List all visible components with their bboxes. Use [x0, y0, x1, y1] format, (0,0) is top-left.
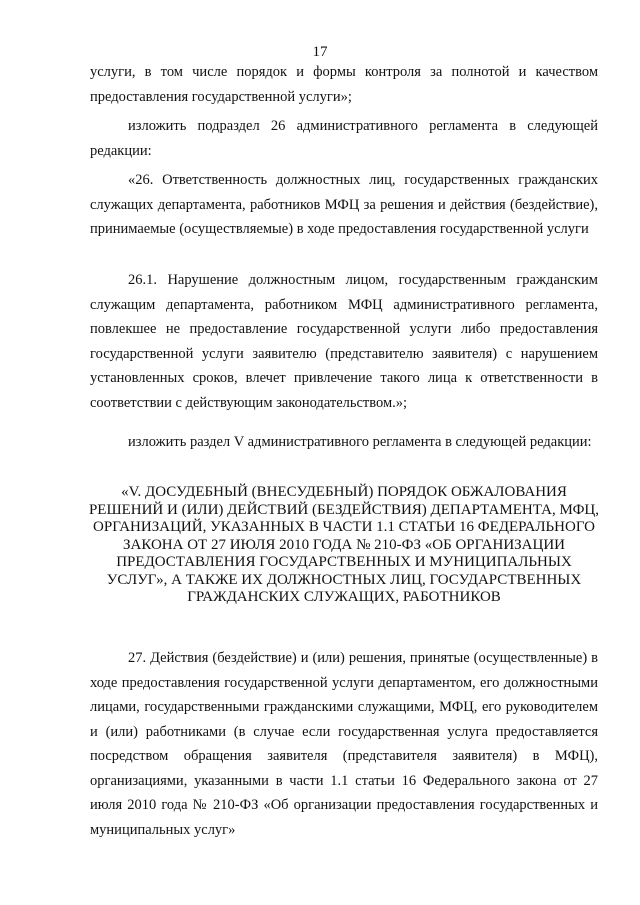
- page-number: 17: [312, 44, 328, 60]
- paragraph-26-title: «26. Ответственность должностных лиц, государственных гражданских служащих департамента, работников МФЦ за решения и действия (бездействие), принимаемые (осуществляемые) в ходе предоставления государственной услуги: [90, 172, 598, 237]
- paragraph-27: 27. Действия (бездействие) и (или) решения, принятые (осуществленные) в ходе предоставления государственной услуги департаментом, его должностными лицами, государственными гражданскими служащими, МФЦ, его руководителем и (или) работниками (в случае если государственная услуга предоставляется посредством обращения заявителя (представителя заявителя) в МФЦ), организациями, указанными в части 1.1 статьи 16 Федерального закона от 27 июля 2010 года № 210-ФЗ «Об организации предоставления государственных и муниципальных услуг»: [90, 650, 598, 838]
- paragraph-continuation: услуги, в том числе порядок и формы контроля за полнотой и качеством предоставления государственной услуги»;: [90, 64, 598, 105]
- paragraph-amend-v: изложить раздел V административного регламента в следующей редакции:: [128, 434, 592, 450]
- paragraph-amend-26: изложить подраздел 26 административного регламента в следующей редакции:: [90, 118, 598, 159]
- paragraph-26-1: 26.1. Нарушение должностным лицом, государственным гражданским служащим департамента, работником МФЦ административного регламента, повлекшее не предоставление государственной услуги либо предоставления государственной услуги заявителю (представителю заявителя) с нарушением установленных сроков, влечет привлечение такого лица к ответственности в соответствии с действующим законодательством.»;: [90, 272, 598, 411]
- section-heading: «V. ДОСУДЕБНЫЙ (ВНЕСУДЕБНЫЙ) ПОРЯДОК ОБЖАЛОВАНИЯ РЕШЕНИЙ И (ИЛИ) ДЕЙСТВИЙ (БЕЗДЕЙСТВИЯ) ДЕПАРТАМЕНТА, МФЦ, ОРГАНИЗАЦИЙ, УКАЗАННЫХ В ЧАСТИ 1.1 СТАТЬИ 16 ФЕДЕРАЛЬНОГО ЗАКОНА ОТ 27 ИЮЛЯ 2010 ГОДА № 210-ФЗ «ОБ ОРГАНИЗАЦИИ ПРЕДОСТАВЛЕНИЯ ГОСУДАРСТВЕННЫХ И МУНИЦИПАЛЬНЫХ УСЛУГ», А ТАКЖЕ ИХ ДОЛЖНОСТНЫХ ЛИЦ, ГОСУДАРСТВЕННЫХ ГРАЖДАНСКИХ СЛУЖАЩИХ, РАБОТНИКОВ: [88, 484, 600, 605]
